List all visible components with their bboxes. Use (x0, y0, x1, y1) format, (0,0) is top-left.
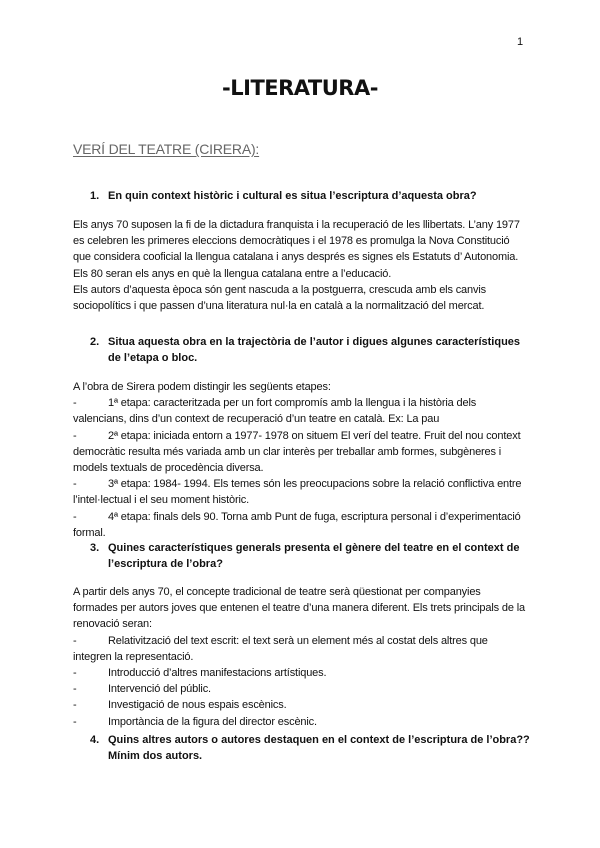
paragraph: Els autors d’aquesta època són gent nascuda a la postguerra, crescuda amb els canvis sociopolítics i que passen d’una literatura nul·la en català a la normalització del mercat. (73, 283, 486, 313)
question-number: 4. (90, 734, 100, 746)
list-item (73, 509, 528, 541)
list-dash: - (73, 699, 77, 712)
list-item (73, 714, 528, 730)
page-number: 1 (517, 36, 524, 48)
paragraph: A partir dels anys 70, el concepte tradicional de teatre serà qüestionat per companyies formades per autors joves que entenen el teatre d’una manera diferent. Els trets principals de la renovació seran: (73, 586, 525, 631)
question-text: En quin context històric i cultural es situa l’escriptura d’aquesta obra? (108, 190, 477, 202)
list-dash: - (73, 683, 77, 696)
answer-2 (73, 379, 528, 541)
list-item-text: 3ª etapa: 1984- 1994. Els temes són les preocupacions sobre la relació conflictiva entre l’intel·lectual i el seu moment històric. (73, 478, 522, 507)
list-item-text: 1ª etapa: caracteritzada per un fort compromís amb la llengua i la història dels valencians, dins d’un context de recuperació d’un teatre en català. Ex: La pau (73, 397, 477, 426)
list-item-text: Introducció d’altres manifestacions artístiques. (108, 667, 327, 680)
list-item (73, 633, 528, 665)
list-item (73, 681, 528, 697)
list-item-text: Relativització del text escrit: el text serà un element més al costat dels altres que integren la representació. (73, 634, 488, 663)
list-item-text: Importància de la figura del director escènic. (108, 715, 317, 728)
list-item-text: 4ª etapa: finals dels 90. Torna amb Punt de fuga, escriptura personal i d’experimentació formal. (73, 510, 521, 539)
question-2 (90, 334, 530, 366)
list-dash: - (73, 510, 77, 523)
paragraph: A l’obra de Sirera podem distingir les següents etapes: (73, 381, 331, 393)
paragraph: Els anys 70 suposen la fi de la dictadura franquista i la recuperació de les llibertats. L’any 1977 es celebren les primeres eleccions democràtiques i el 1978 es promulga la Nova Constitució que considera cooficial la llengua catalana i anys després es signes els Estatuts d’ Autonomia. (73, 219, 520, 264)
list-item (73, 697, 528, 713)
list-item-text: 2ª etapa: iniciada entorn a 1977- 1978 on situem El verí del teatre. Fruit del nou context democràtic resulta més variada amb un clar interès per treballar amb formes, subgèneres i models textuals de procedència diversa. (73, 429, 521, 475)
list-item-text: Investigació de nous espais escènics. (108, 699, 287, 712)
list-dash: - (73, 397, 77, 410)
list-item-text: Intervenció del públic. (108, 683, 211, 696)
question-3 (90, 540, 530, 572)
list-dash: - (73, 429, 77, 442)
list-item (73, 428, 528, 477)
question-4 (90, 732, 530, 764)
list-dash: - (73, 634, 77, 647)
question-1 (90, 188, 530, 204)
list-dash: - (73, 715, 77, 728)
list-item (73, 665, 528, 681)
question-number: 1. (90, 190, 100, 202)
list-item (73, 476, 528, 508)
answer-3 (73, 584, 528, 730)
question-text: Quins altres autors o autores destaquen en el context de l’escriptura de l’obra?? Mínim dos autors. (108, 734, 530, 763)
list-item (73, 395, 528, 427)
question-number: 3. (90, 542, 100, 554)
list-dash: - (73, 478, 77, 491)
document-title: -LITERATURA- (222, 76, 378, 100)
question-text: Situa aquesta obra en la trajectòria de l’autor i digues algunes característiques de l’etapa o bloc. (108, 336, 521, 365)
work-subtitle: VERÍ DEL TEATRE (CIRERA): (73, 141, 260, 157)
question-number: 2. (90, 336, 100, 348)
answer-1 (73, 217, 528, 314)
paragraph: Els 80 seran els anys en què la llengua catalana entre a l’educació. (73, 267, 392, 280)
question-text: Quines característiques generals presenta el gènere del teatre en el context de l’escriptura de l’obra? (108, 542, 520, 571)
list-dash: - (73, 667, 77, 680)
